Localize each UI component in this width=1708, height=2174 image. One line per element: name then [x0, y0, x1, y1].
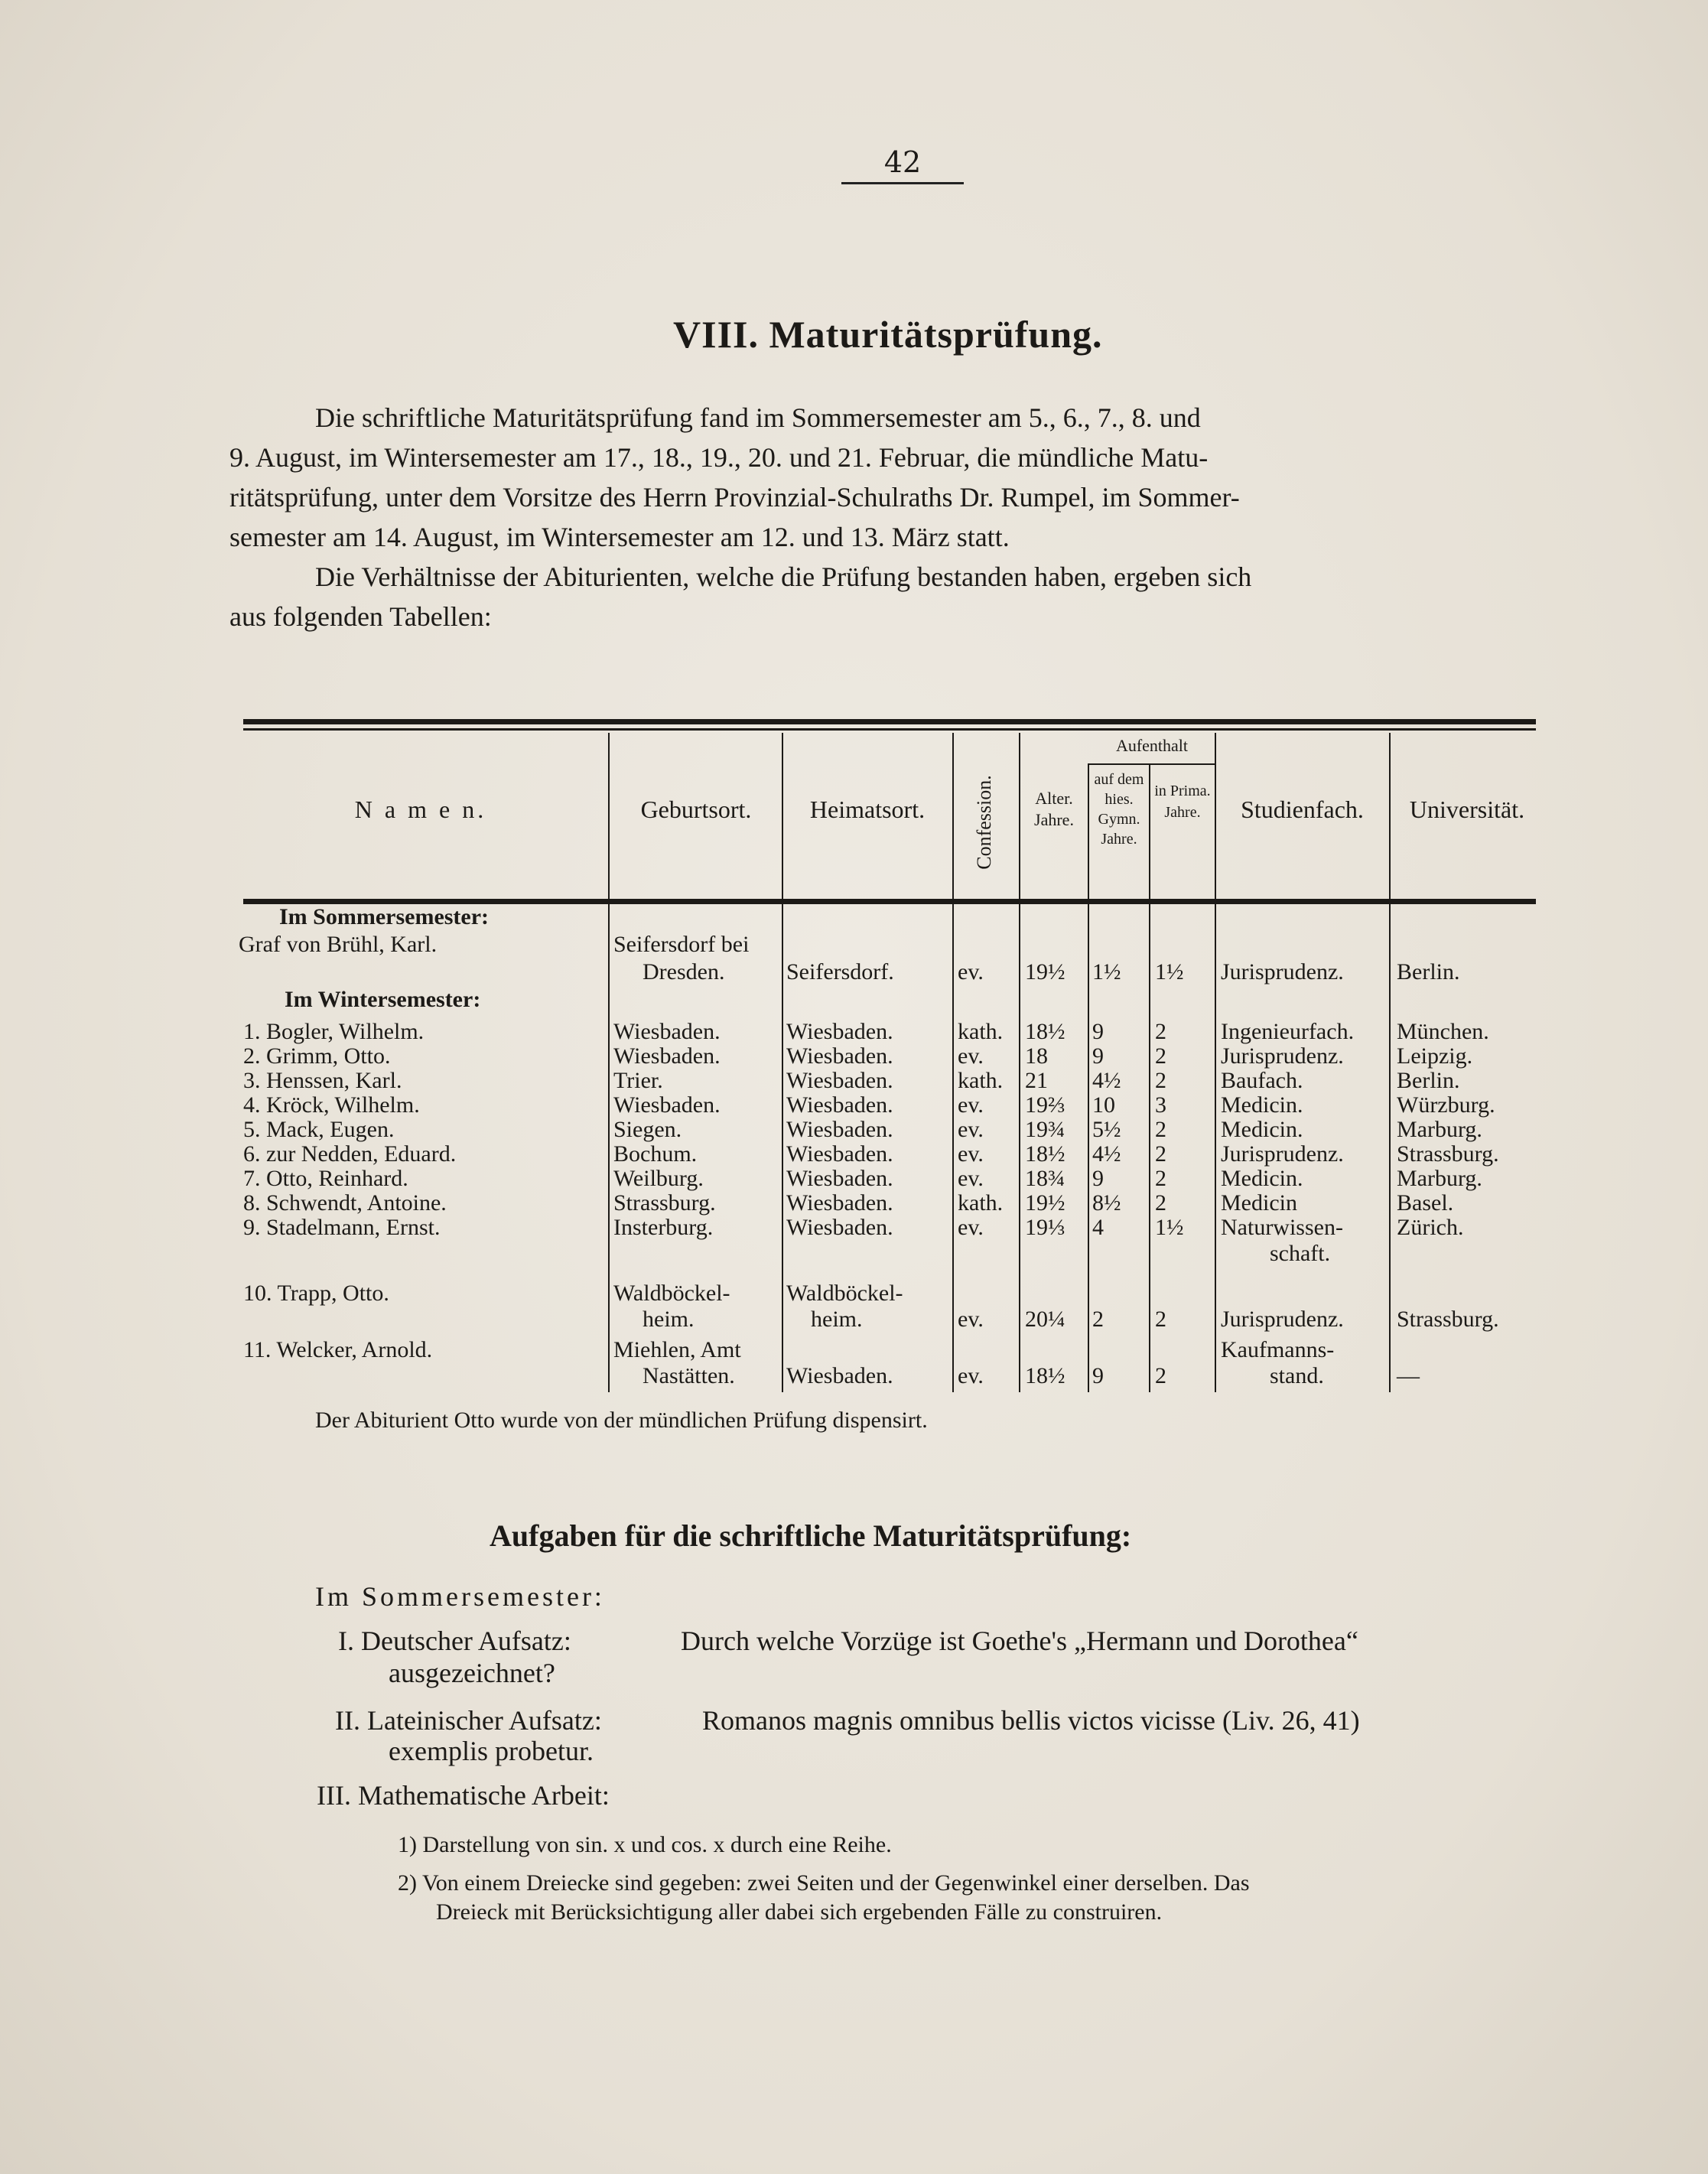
- text-line: ritätsprüfung, unter dem Vorsitze des Herrn Provinzial-Schulraths Dr. Rumpel, im Sommer-: [229, 482, 1240, 513]
- task-math-2-cont: Dreieck mit Berücksichtigung aller dabei sich ergebenden Fälle zu construiren.: [436, 1899, 1163, 1925]
- cell-hometown: Wiesbaden.: [786, 1363, 893, 1388]
- header-stay-prima: in Prima. Jahre.: [1154, 783, 1211, 821]
- task-math-1: 1) Darstellung von sin. x und cos. x durch eine Reihe.: [398, 1832, 892, 1857]
- cell-stay-prima: 2: [1155, 1307, 1166, 1332]
- column-divider: [1215, 733, 1216, 1392]
- cell-birthplace: Trier.: [613, 1068, 663, 1093]
- cell-age: 19½: [1025, 1190, 1065, 1216]
- task-latin-text-cont: exemplis probetur.: [389, 1736, 594, 1766]
- cell-field: Medicin.: [1221, 1092, 1303, 1118]
- cell-stay-gym: 2: [1092, 1307, 1104, 1332]
- cell-name: 2. Grimm, Otto.: [243, 1043, 391, 1069]
- cell-age: 20¼: [1025, 1307, 1065, 1332]
- cell-stay-gym: 4½: [1092, 1141, 1121, 1167]
- header-birthplace: Geburtsort.: [640, 796, 752, 823]
- cell-university: Berlin.: [1397, 959, 1460, 984]
- cell-university: —: [1397, 1363, 1420, 1388]
- cell-stay-prima: 2: [1155, 1363, 1166, 1388]
- column-divider: [782, 733, 783, 1392]
- cell-birthplace-cont: Dresden.: [643, 959, 725, 984]
- cell-stay-prima: 3: [1155, 1092, 1166, 1118]
- intro-paragraph-2: [229, 557, 1541, 636]
- column-divider: [1389, 733, 1391, 1392]
- task-math-label: III. Mathematische Arbeit:: [317, 1780, 610, 1811]
- cell-birthplace: Siegen.: [613, 1117, 682, 1142]
- cell-age: 19¾: [1025, 1117, 1065, 1142]
- column-divider: [1149, 765, 1150, 1392]
- cell-stay-gym: 9: [1092, 1043, 1104, 1069]
- cell-university: München.: [1397, 1019, 1489, 1044]
- task-german-text-cont: ausgezeichnet?: [389, 1658, 555, 1688]
- header-name: N a m e n.: [354, 796, 487, 823]
- cell-university: Basel.: [1397, 1190, 1454, 1216]
- cell-field: Jurisprudenz.: [1221, 1307, 1344, 1332]
- header-university: Universität.: [1409, 796, 1525, 823]
- table-header-rule: [243, 899, 1536, 904]
- task-math-2: 2) Von einem Dreiecke sind gegeben: zwei Seiten und der Gegenwinkel einer derselben. Das: [398, 1870, 1250, 1896]
- cell-name: 3. Henssen, Karl.: [243, 1068, 402, 1093]
- cell-birthplace: Wiesbaden.: [613, 1043, 721, 1069]
- task-latin-text: Romanos magnis omnibus bellis victos vicisse (Liv. 26, 41): [702, 1705, 1360, 1736]
- header-hometown: Heimatsort.: [809, 796, 926, 823]
- cell-age: 19½: [1025, 959, 1065, 984]
- cell-hometown: Wiesbaden.: [786, 1068, 893, 1093]
- cell-birthplace: Insterburg.: [613, 1215, 714, 1240]
- cell-stay-gym: 10: [1092, 1092, 1115, 1118]
- cell-field: Kaufmanns-: [1221, 1337, 1335, 1362]
- cell-birthplace-cont: heim.: [643, 1307, 695, 1332]
- task-german-label: I. Deutscher Aufsatz:: [338, 1626, 571, 1656]
- cell-hometown: Seifersdorf.: [786, 959, 894, 984]
- cell-university: Marburg.: [1397, 1166, 1482, 1191]
- cell-hometown: Wiesbaden.: [786, 1190, 893, 1216]
- cell-field-cont: schaft.: [1270, 1241, 1331, 1266]
- cell-university: Strassburg.: [1397, 1141, 1499, 1167]
- winter-heading: Im Wintersemester:: [285, 987, 481, 1012]
- cell-confession: ev.: [958, 1141, 984, 1167]
- cell-university: Würzburg.: [1397, 1092, 1495, 1118]
- column-divider: [952, 733, 954, 1392]
- cell-confession: ev.: [958, 1117, 984, 1142]
- cell-hometown: Wiesbaden.: [786, 1141, 893, 1167]
- cell-age: 18½: [1025, 1363, 1065, 1388]
- cell-stay-gym: 5½: [1092, 1117, 1121, 1142]
- cell-stay-prima: 2: [1155, 1043, 1166, 1069]
- cell-stay-gym: 9: [1092, 1019, 1104, 1044]
- cell-confession: ev.: [958, 1215, 984, 1240]
- cell-confession: ev.: [958, 1166, 984, 1191]
- column-divider: [608, 733, 610, 1392]
- cell-university: Berlin.: [1397, 1068, 1460, 1093]
- cell-stay-prima: 1½: [1155, 1215, 1184, 1240]
- cell-hometown: Wiesbaden.: [786, 1043, 893, 1069]
- cell-confession: ev.: [958, 1307, 984, 1332]
- cell-field: Jurisprudenz.: [1221, 1043, 1344, 1069]
- cell-field: Jurisprudenz.: [1221, 959, 1344, 984]
- cell-stay-prima: 2: [1155, 1190, 1166, 1216]
- cell-age: 21: [1025, 1068, 1048, 1093]
- task-latin-label: II. Lateinischer Aufsatz:: [335, 1705, 602, 1736]
- text-line: Die schriftliche Maturitätsprüfung fand im Sommersemester am 5., 6., 7., 8. und: [315, 402, 1201, 433]
- header-stay-group: Aufenthalt: [1115, 736, 1189, 755]
- tasks-title: Aufgaben für die schriftliche Maturitätsprüfung:: [490, 1518, 1132, 1553]
- cell-university: Leipzig.: [1397, 1043, 1473, 1069]
- cell-stay-gym: 9: [1092, 1363, 1104, 1388]
- cell-field: Naturwissen-: [1221, 1215, 1343, 1240]
- cell-field: Ingenieurfach.: [1221, 1019, 1355, 1044]
- cell-age: 19⅔: [1025, 1092, 1065, 1118]
- cell-stay-prima: 2: [1155, 1068, 1166, 1093]
- cell-birthplace: Weilburg.: [613, 1166, 704, 1191]
- cell-stay-gym: 1½: [1092, 959, 1121, 984]
- cell-field: Medicin: [1221, 1190, 1297, 1216]
- summer-heading: Im Sommersemester:: [279, 904, 490, 929]
- text-line: 9. August, im Wintersemester am 17., 18., 19., 20. und 21. Februar, die mündliche Matu-: [229, 442, 1209, 473]
- table-top-rule-thin: [243, 728, 1536, 731]
- page-number: 42: [841, 145, 964, 184]
- header-field: Studienfach.: [1241, 796, 1364, 823]
- cell-university: Strassburg.: [1397, 1307, 1499, 1332]
- cell-confession: ev.: [958, 1092, 984, 1118]
- summer-label: Im Sommersemester:: [315, 1581, 605, 1612]
- cell-field: Medicin.: [1221, 1117, 1303, 1142]
- cell-name: 8. Schwendt, Antoine.: [243, 1190, 447, 1216]
- cell-stay-gym: 9: [1092, 1166, 1104, 1191]
- cell-hometown: Wiesbaden.: [786, 1092, 893, 1118]
- cell-stay-gym: 4: [1092, 1215, 1104, 1240]
- cell-field: Medicin.: [1221, 1166, 1303, 1191]
- cell-name: 11. Welcker, Arnold.: [243, 1337, 433, 1362]
- footnote: Der Abiturient Otto wurde von der mündlichen Prüfung dispensirt.: [315, 1408, 928, 1433]
- cell-age: 19⅓: [1025, 1215, 1065, 1240]
- cell-hometown: Wiesbaden.: [786, 1215, 893, 1240]
- cell-stay-prima: 2: [1155, 1019, 1166, 1044]
- section-title: VIII. Maturitätsprüfung.: [673, 313, 1103, 356]
- cell-birthplace: Bochum.: [613, 1141, 698, 1167]
- cell-confession: ev.: [958, 1043, 984, 1069]
- cell-field: Jurisprudenz.: [1221, 1141, 1344, 1167]
- cell-field: Baufach.: [1221, 1068, 1303, 1093]
- header-age: Alter. Jahre.: [1034, 789, 1074, 829]
- task-german-text: Durch welche Vorzüge ist Goethe's „Hermann und Dorothea“: [681, 1626, 1358, 1656]
- cell-age: 18½: [1025, 1141, 1065, 1167]
- cell-university: Marburg.: [1397, 1117, 1482, 1142]
- cell-confession: kath.: [958, 1190, 1004, 1216]
- cell-stay-gym: 4½: [1092, 1068, 1121, 1093]
- cell-confession: ev.: [958, 959, 984, 984]
- cell-stay-prima: 1½: [1155, 959, 1184, 984]
- cell-stay-prima: 2: [1155, 1117, 1166, 1142]
- cell-stay-prima: 2: [1155, 1166, 1166, 1191]
- intro-paragraph-1: [229, 398, 1541, 557]
- cell-birthplace-cont: Nastätten.: [643, 1363, 735, 1388]
- cell-name: 1. Bogler, Wilhelm.: [243, 1019, 425, 1044]
- cell-birthplace: Wiesbaden.: [613, 1019, 721, 1044]
- cell-hometown-cont: heim.: [811, 1307, 863, 1332]
- cell-confession: kath.: [958, 1068, 1004, 1093]
- cell-name: 7. Otto, Reinhard.: [243, 1166, 408, 1191]
- cell-stay-prima: 2: [1155, 1141, 1166, 1167]
- cell-name: 5. Mack, Eugen.: [243, 1117, 395, 1142]
- cell-name: 9. Stadelmann, Ernst.: [243, 1215, 441, 1240]
- cell-hometown: Wiesbaden.: [786, 1166, 893, 1191]
- cell-name: 4. Kröck, Wilhelm.: [243, 1092, 420, 1118]
- cell-age: 18¾: [1025, 1166, 1065, 1191]
- column-divider: [1088, 765, 1089, 1392]
- cell-confession: kath.: [958, 1019, 1004, 1044]
- cell-birthplace: Miehlen, Amt: [613, 1337, 741, 1362]
- column-divider: [1019, 733, 1020, 1392]
- table-top-rule: [243, 719, 1536, 724]
- cell-name: 10. Trapp, Otto.: [243, 1281, 389, 1306]
- stay-group-rule: [1088, 763, 1215, 765]
- cell-field-cont: stand.: [1270, 1363, 1324, 1388]
- cell-birthplace: Wiesbaden.: [613, 1092, 721, 1118]
- header-confession: Confession.: [973, 775, 995, 870]
- cell-hometown: Wiesbaden.: [786, 1019, 893, 1044]
- cell-stay-gym: 8½: [1092, 1190, 1121, 1216]
- cell-name: 6. zur Nedden, Eduard.: [243, 1141, 457, 1167]
- cell-hometown: Waldböckel-: [786, 1281, 903, 1306]
- cell-birthplace: Strassburg.: [613, 1190, 716, 1216]
- text-line: semester am 14. August, im Wintersemester am 12. und 13. März statt.: [229, 522, 1010, 552]
- cell-birthplace: Waldböckel-: [613, 1281, 730, 1306]
- cell-age: 18½: [1025, 1019, 1065, 1044]
- cell-age: 18: [1025, 1043, 1048, 1069]
- cell-birthplace: Seifersdorf bei: [613, 932, 750, 957]
- cell-university: Zürich.: [1397, 1215, 1464, 1240]
- cell-hometown: Wiesbaden.: [786, 1117, 893, 1142]
- text-line: Die Verhältnisse der Abiturienten, welche die Prüfung bestanden haben, ergeben sich: [315, 561, 1252, 592]
- cell-name: Graf von Brühl, Karl.: [239, 932, 438, 957]
- text-line: aus folgenden Tabellen:: [229, 601, 492, 632]
- cell-confession: ev.: [958, 1363, 984, 1388]
- header-stay-gym: auf dem hies. Gymn. Jahre.: [1094, 771, 1144, 848]
